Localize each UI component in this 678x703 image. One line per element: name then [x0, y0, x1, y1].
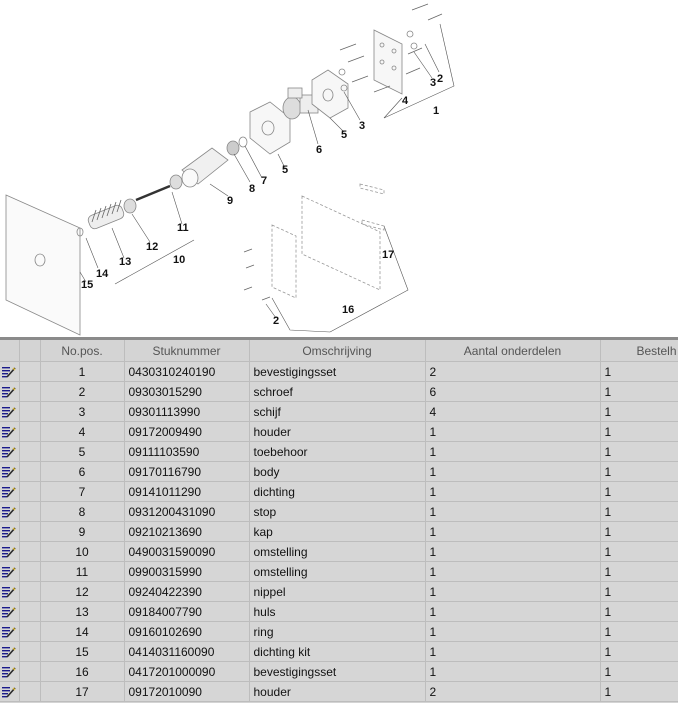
row-edit-cell[interactable] — [0, 642, 19, 662]
header-stuknummer[interactable]: Stuknummer — [124, 340, 249, 362]
edit-icon[interactable] — [2, 446, 16, 458]
table-row[interactable] — [0, 502, 678, 522]
callout-13: 13 — [119, 256, 132, 268]
table-row[interactable] — [0, 682, 678, 702]
cell-omschrijving: ring — [249, 622, 425, 642]
edit-icon[interactable] — [2, 506, 16, 518]
cell-stuknummer: 09303015290 — [124, 382, 249, 402]
table-row[interactable] — [0, 642, 678, 662]
table-body — [0, 362, 678, 702]
cell-stuknummer: 09301113990 — [124, 402, 249, 422]
cell-stuknummer: 0417201000090 — [124, 662, 249, 682]
cell-no-pos: 10 — [40, 542, 124, 562]
row-blank-cell — [19, 622, 40, 642]
edit-icon[interactable] — [2, 686, 16, 698]
cell-bestelhoeveelheid: 1 — [600, 642, 678, 662]
edit-icon[interactable] — [2, 366, 16, 378]
table-row[interactable] — [0, 482, 678, 502]
header-omschrijving[interactable]: Omschrijving — [249, 340, 425, 362]
cell-stuknummer: 09210213690 — [124, 522, 249, 542]
cell-stuknummer: 09900315990 — [124, 562, 249, 582]
cell-bestelhoeveelheid: 1 — [600, 482, 678, 502]
row-blank-cell — [19, 462, 40, 482]
header-no-pos[interactable]: No.pos. — [40, 340, 124, 362]
row-edit-cell[interactable] — [0, 622, 19, 642]
callout-9: 9 — [227, 195, 234, 207]
cell-omschrijving: bevestigingsset — [249, 662, 425, 682]
header-aantal-onderdelen[interactable]: Aantal onderdelen — [425, 340, 600, 362]
cell-stuknummer: 09141011290 — [124, 482, 249, 502]
edit-icon[interactable] — [2, 646, 16, 658]
cell-omschrijving: body — [249, 462, 425, 482]
diagram-drawing — [0, 0, 678, 337]
cell-omschrijving: bevestigingsset — [249, 362, 425, 382]
cell-no-pos: 2 — [40, 382, 124, 402]
cell-no-pos: 7 — [40, 482, 124, 502]
cell-omschrijving: huls — [249, 602, 425, 622]
table-header-row — [0, 340, 678, 362]
edit-icon[interactable] — [2, 606, 16, 618]
spring-part — [87, 200, 126, 230]
table-row[interactable] — [0, 362, 678, 382]
cell-bestelhoeveelheid: 1 — [600, 382, 678, 402]
callout-11: 11 — [177, 222, 189, 234]
callout-6: 6 — [316, 144, 323, 156]
cell-no-pos: 12 — [40, 582, 124, 602]
callout-5-upper: 5 — [341, 129, 348, 141]
cell-aantal-onderdelen: 2 — [425, 682, 600, 702]
cell-no-pos: 4 — [40, 422, 124, 442]
table-row[interactable] — [0, 562, 678, 582]
cell-bestelhoeveelheid: 1 — [600, 682, 678, 702]
callout-3: 3 — [430, 77, 437, 89]
header-blank-col — [19, 340, 40, 362]
callout-15: 15 — [81, 279, 94, 291]
cell-no-pos: 9 — [40, 522, 124, 542]
cell-omschrijving: omstelling — [249, 542, 425, 562]
cell-omschrijving: omstelling — [249, 562, 425, 582]
cell-stuknummer: 09111103590 — [124, 442, 249, 462]
row-edit-cell[interactable] — [0, 502, 19, 522]
callout-17: 17 — [382, 249, 395, 261]
cell-bestelhoeveelheid: 1 — [600, 502, 678, 522]
row-edit-cell[interactable] — [0, 682, 19, 702]
table-row[interactable] — [0, 542, 678, 562]
cell-stuknummer: 09184007790 — [124, 602, 249, 622]
row-blank-cell — [19, 422, 40, 442]
cell-stuknummer: 0430310240190 — [124, 362, 249, 382]
row-blank-cell — [19, 542, 40, 562]
cell-bestelhoeveelheid: 1 — [600, 522, 678, 542]
cell-aantal-onderdelen: 2 — [425, 362, 600, 382]
cell-no-pos: 13 — [40, 602, 124, 622]
table-row[interactable] — [0, 382, 678, 402]
cell-aantal-onderdelen: 1 — [425, 582, 600, 602]
row-edit-cell[interactable] — [0, 522, 19, 542]
row-blank-cell — [19, 582, 40, 602]
frame-part — [272, 184, 384, 298]
cell-omschrijving: toebehoor — [249, 442, 425, 462]
cell-stuknummer: 09172010090 — [124, 682, 249, 702]
cell-bestelhoeveelheid: 1 — [600, 602, 678, 622]
edit-icon[interactable] — [2, 386, 16, 398]
parts-table-panel — [0, 337, 678, 703]
callout-5-lower: 5 — [282, 164, 289, 176]
header-icon-col — [0, 340, 19, 362]
cell-no-pos: 17 — [40, 682, 124, 702]
callout-1: 1 — [433, 105, 440, 117]
cell-aantal-onderdelen: 1 — [425, 662, 600, 682]
header-bestelhoeveelheid[interactable]: Bestelh — [600, 340, 678, 362]
callout-14: 14 — [96, 268, 109, 280]
row-blank-cell — [19, 482, 40, 502]
cell-omschrijving: houder — [249, 422, 425, 442]
row-edit-cell[interactable] — [0, 442, 19, 462]
row-edit-cell[interactable] — [0, 662, 19, 682]
cell-omschrijving: schijf — [249, 402, 425, 422]
row-edit-cell[interactable] — [0, 582, 19, 602]
callout-3b: 3 — [359, 120, 366, 132]
table-row[interactable] — [0, 402, 678, 422]
edit-icon[interactable] — [2, 546, 16, 558]
row-edit-cell[interactable] — [0, 422, 19, 442]
cell-aantal-onderdelen: 4 — [425, 402, 600, 422]
table-row[interactable] — [0, 422, 678, 442]
cell-omschrijving: schroef — [249, 382, 425, 402]
edit-icon[interactable] — [2, 466, 16, 478]
cell-no-pos: 5 — [40, 442, 124, 462]
cell-no-pos: 8 — [40, 502, 124, 522]
cell-bestelhoeveelheid: 1 — [600, 542, 678, 562]
cell-omschrijving: kap — [249, 522, 425, 542]
cell-bestelhoeveelheid: 1 — [600, 362, 678, 382]
row-edit-cell[interactable] — [0, 382, 19, 402]
cell-stuknummer: 09170116790 — [124, 462, 249, 482]
edit-icon[interactable] — [2, 486, 16, 498]
cell-aantal-onderdelen: 1 — [425, 422, 600, 442]
row-edit-cell[interactable] — [0, 462, 19, 482]
callout-8: 8 — [249, 183, 256, 195]
callout-10: 10 — [173, 254, 186, 266]
cell-aantal-onderdelen: 1 — [425, 622, 600, 642]
table-row[interactable] — [0, 662, 678, 682]
table-row[interactable] — [0, 622, 678, 642]
row-edit-cell[interactable] — [0, 602, 19, 622]
row-edit-cell[interactable] — [0, 562, 19, 582]
row-blank-cell — [19, 362, 40, 382]
cell-omschrijving: nippel — [249, 582, 425, 602]
cell-stuknummer: 09240422390 — [124, 582, 249, 602]
cell-omschrijving: dichting — [249, 482, 425, 502]
cell-aantal-onderdelen: 1 — [425, 462, 600, 482]
cell-omschrijving: stop — [249, 502, 425, 522]
cell-aantal-onderdelen: 1 — [425, 602, 600, 622]
callout-7: 7 — [261, 175, 268, 187]
cell-aantal-onderdelen: 1 — [425, 482, 600, 502]
cell-aantal-onderdelen: 1 — [425, 562, 600, 582]
cell-aantal-onderdelen: 1 — [425, 642, 600, 662]
edit-icon[interactable] — [2, 586, 16, 598]
cell-aantal-onderdelen: 1 — [425, 502, 600, 522]
cell-stuknummer: 0490031590090 — [124, 542, 249, 562]
cell-bestelhoeveelheid: 1 — [600, 422, 678, 442]
callout-2b: 2 — [273, 315, 280, 327]
cell-no-pos: 6 — [40, 462, 124, 482]
cell-aantal-onderdelen: 1 — [425, 522, 600, 542]
cell-bestelhoeveelheid: 1 — [600, 462, 678, 482]
table-row[interactable] — [0, 602, 678, 622]
callout-16: 16 — [342, 304, 355, 316]
callout-4: 4 — [402, 95, 409, 107]
row-blank-cell — [19, 502, 40, 522]
table-row[interactable] — [0, 462, 678, 482]
cell-no-pos: 3 — [40, 402, 124, 422]
row-blank-cell — [19, 682, 40, 702]
table-row[interactable] — [0, 522, 678, 542]
cell-no-pos: 11 — [40, 562, 124, 582]
callout-2: 2 — [437, 73, 444, 85]
row-edit-cell[interactable] — [0, 542, 19, 562]
edit-icon[interactable] — [2, 406, 16, 418]
cell-stuknummer: 0931200431090 — [124, 502, 249, 522]
cell-no-pos: 16 — [40, 662, 124, 682]
row-blank-cell — [19, 402, 40, 422]
cell-omschrijving: houder — [249, 682, 425, 702]
cell-aantal-onderdelen: 6 — [425, 382, 600, 402]
row-edit-cell[interactable] — [0, 402, 19, 422]
cell-no-pos: 15 — [40, 642, 124, 662]
edit-icon[interactable] — [2, 626, 16, 638]
edit-icon[interactable] — [2, 526, 16, 538]
row-blank-cell — [19, 662, 40, 682]
cell-stuknummer: 0414031160090 — [124, 642, 249, 662]
cell-bestelhoeveelheid: 1 — [600, 442, 678, 462]
table-row[interactable] — [0, 582, 678, 602]
row-edit-cell[interactable] — [0, 482, 19, 502]
cell-bestelhoeveelheid: 1 — [600, 662, 678, 682]
cell-bestelhoeveelheid: 1 — [600, 562, 678, 582]
edit-icon[interactable] — [2, 566, 16, 578]
cell-aantal-onderdelen: 1 — [425, 542, 600, 562]
cell-bestelhoeveelheid: 1 — [600, 622, 678, 642]
cell-stuknummer: 09172009490 — [124, 422, 249, 442]
row-blank-cell — [19, 522, 40, 542]
cell-no-pos: 14 — [40, 622, 124, 642]
callout-12: 12 — [146, 241, 159, 253]
cell-no-pos: 1 — [40, 362, 124, 382]
cell-bestelhoeveelheid: 1 — [600, 582, 678, 602]
cell-omschrijving: dichting kit — [249, 642, 425, 662]
cell-aantal-onderdelen: 1 — [425, 442, 600, 462]
edit-icon[interactable] — [2, 426, 16, 438]
table-row[interactable] — [0, 442, 678, 462]
row-blank-cell — [19, 602, 40, 622]
exploded-parts-diagram — [0, 0, 678, 337]
edit-icon[interactable] — [2, 666, 16, 678]
row-edit-cell[interactable] — [0, 362, 19, 382]
cell-stuknummer: 09160102690 — [124, 622, 249, 642]
row-blank-cell — [19, 442, 40, 462]
cell-bestelhoeveelheid: 1 — [600, 402, 678, 422]
parts-table — [0, 340, 678, 702]
row-blank-cell — [19, 642, 40, 662]
row-blank-cell — [19, 382, 40, 402]
row-blank-cell — [19, 562, 40, 582]
